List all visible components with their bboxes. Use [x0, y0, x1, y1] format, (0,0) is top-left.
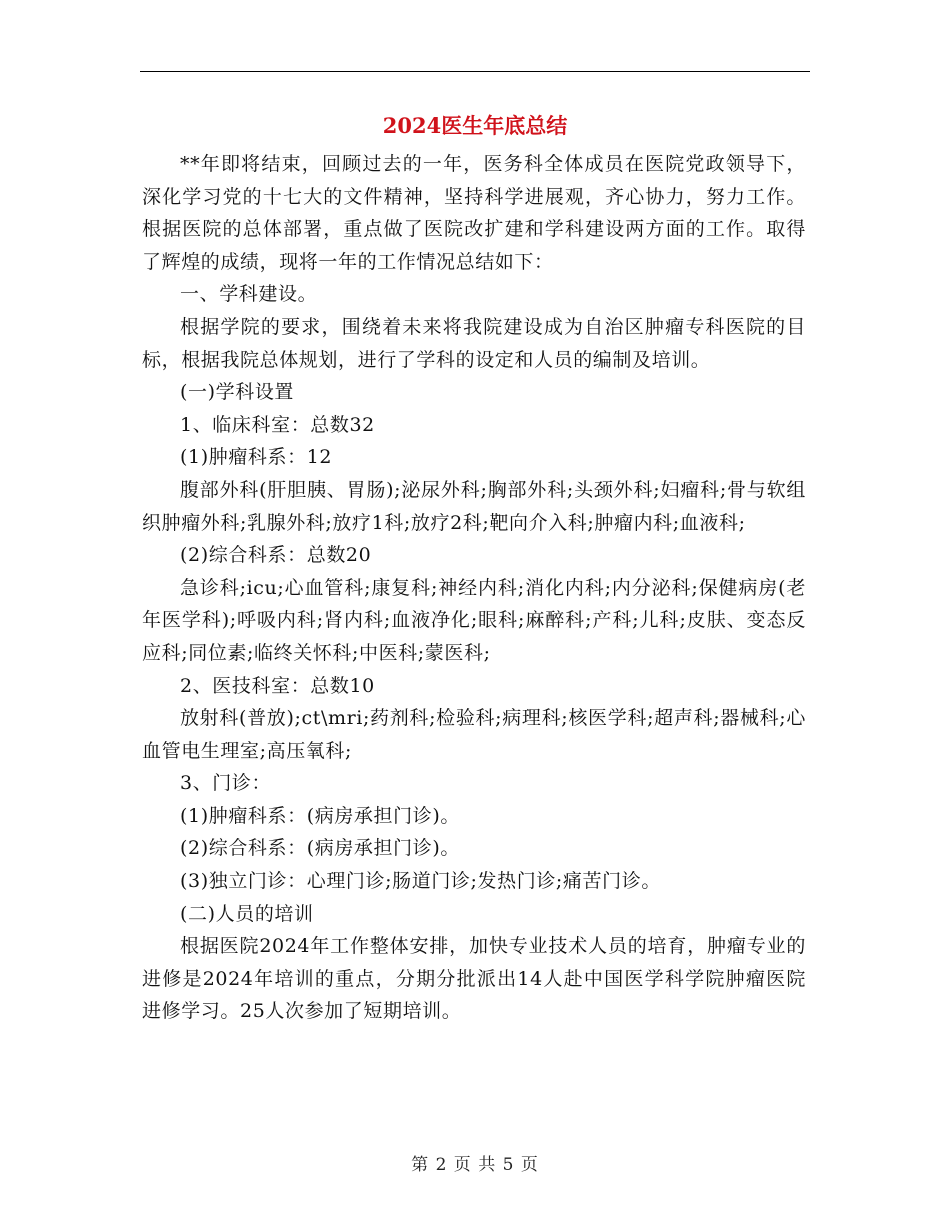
- header-rule: [140, 71, 810, 72]
- subsection-heading-training: (二)人员的培训: [180, 902, 314, 925]
- item-general-system: (2)综合科系：总数20: [180, 544, 372, 567]
- document-body: [142, 148, 806, 1028]
- item-outpatient: 3、门诊：: [180, 772, 272, 795]
- section-heading-discipline: 一、学科建设。: [180, 283, 318, 306]
- page-number: 第 2 页 共 5 页: [411, 1155, 539, 1175]
- item-oncology-system: (1)肿瘤科系：12: [180, 446, 333, 469]
- document-title: 2024医生年底总结: [382, 113, 568, 138]
- list-medtech-departments: 放射科(普放);ct\mri;药剂科;检验科;病理科;核医学科;超声科;器械科;心血管电生理室;高压氧科;: [142, 707, 806, 762]
- paragraph-intro: **年即将结束，回顾过去的一年，医务科全体成员在医院党政领导下，深化学习党的十七大的文件精神，坚持科学进展观，齐心协力，努力工作。根据医院的总体部署，重点做了医院改扩建和学科建设两方面的工作。取得了辉煌的成绩，现将一年的工作情况总结如下：: [142, 153, 806, 273]
- subsection-heading-setup: (一)学科设置: [180, 381, 295, 404]
- list-oncology-departments: 腹部外科(肝胆胰、胃肠);泌尿外科;胸部外科;头颈外科;妇瘤科;骨与软组织肿瘤外科;乳腺外科;放疗1科;放疗2科;靶向介入科;肿瘤内科;血液科;: [142, 478, 806, 534]
- item-medtech-departments: 2、医技科室：总数10: [180, 674, 375, 697]
- paragraph-training: 根据医院2024年工作整体安排，加快专业技术人员的培育，肿瘤专业的进修是2024年培训的重点，分期分批派出14人赴中国医学科学院肿瘤医院进修学习。25人次参加了短期培训。: [142, 935, 806, 1023]
- item-clinical-departments: 1、临床科室：总数32: [180, 413, 375, 436]
- item-outpatient-oncology: (1)肿瘤科系：(病房承担门诊)。: [180, 804, 460, 827]
- item-outpatient-general: (2)综合科系：(病房承担门诊)。: [180, 837, 460, 860]
- list-general-departments: 急诊科;icu;心血管科;康复科;神经内科;消化内科;内分泌科;保健病房(老年医学科);呼吸内科;肾内科;血液净化;眼科;麻醉科;产科;儿科;皮肤、变态反应科;同位素;临终关怀科;中医科;蒙医科;: [142, 576, 806, 664]
- paragraph-discipline-goal: 根据学院的要求，围绕着未来将我院建设成为自治区肿瘤专科医院的目标，根据我院总体规划，进行了学科的设定和人员的编制及培训。: [142, 315, 806, 371]
- item-outpatient-independent: (3)独立门诊：心理门诊;肠道门诊;发热门诊;痛苦门诊。: [180, 870, 661, 893]
